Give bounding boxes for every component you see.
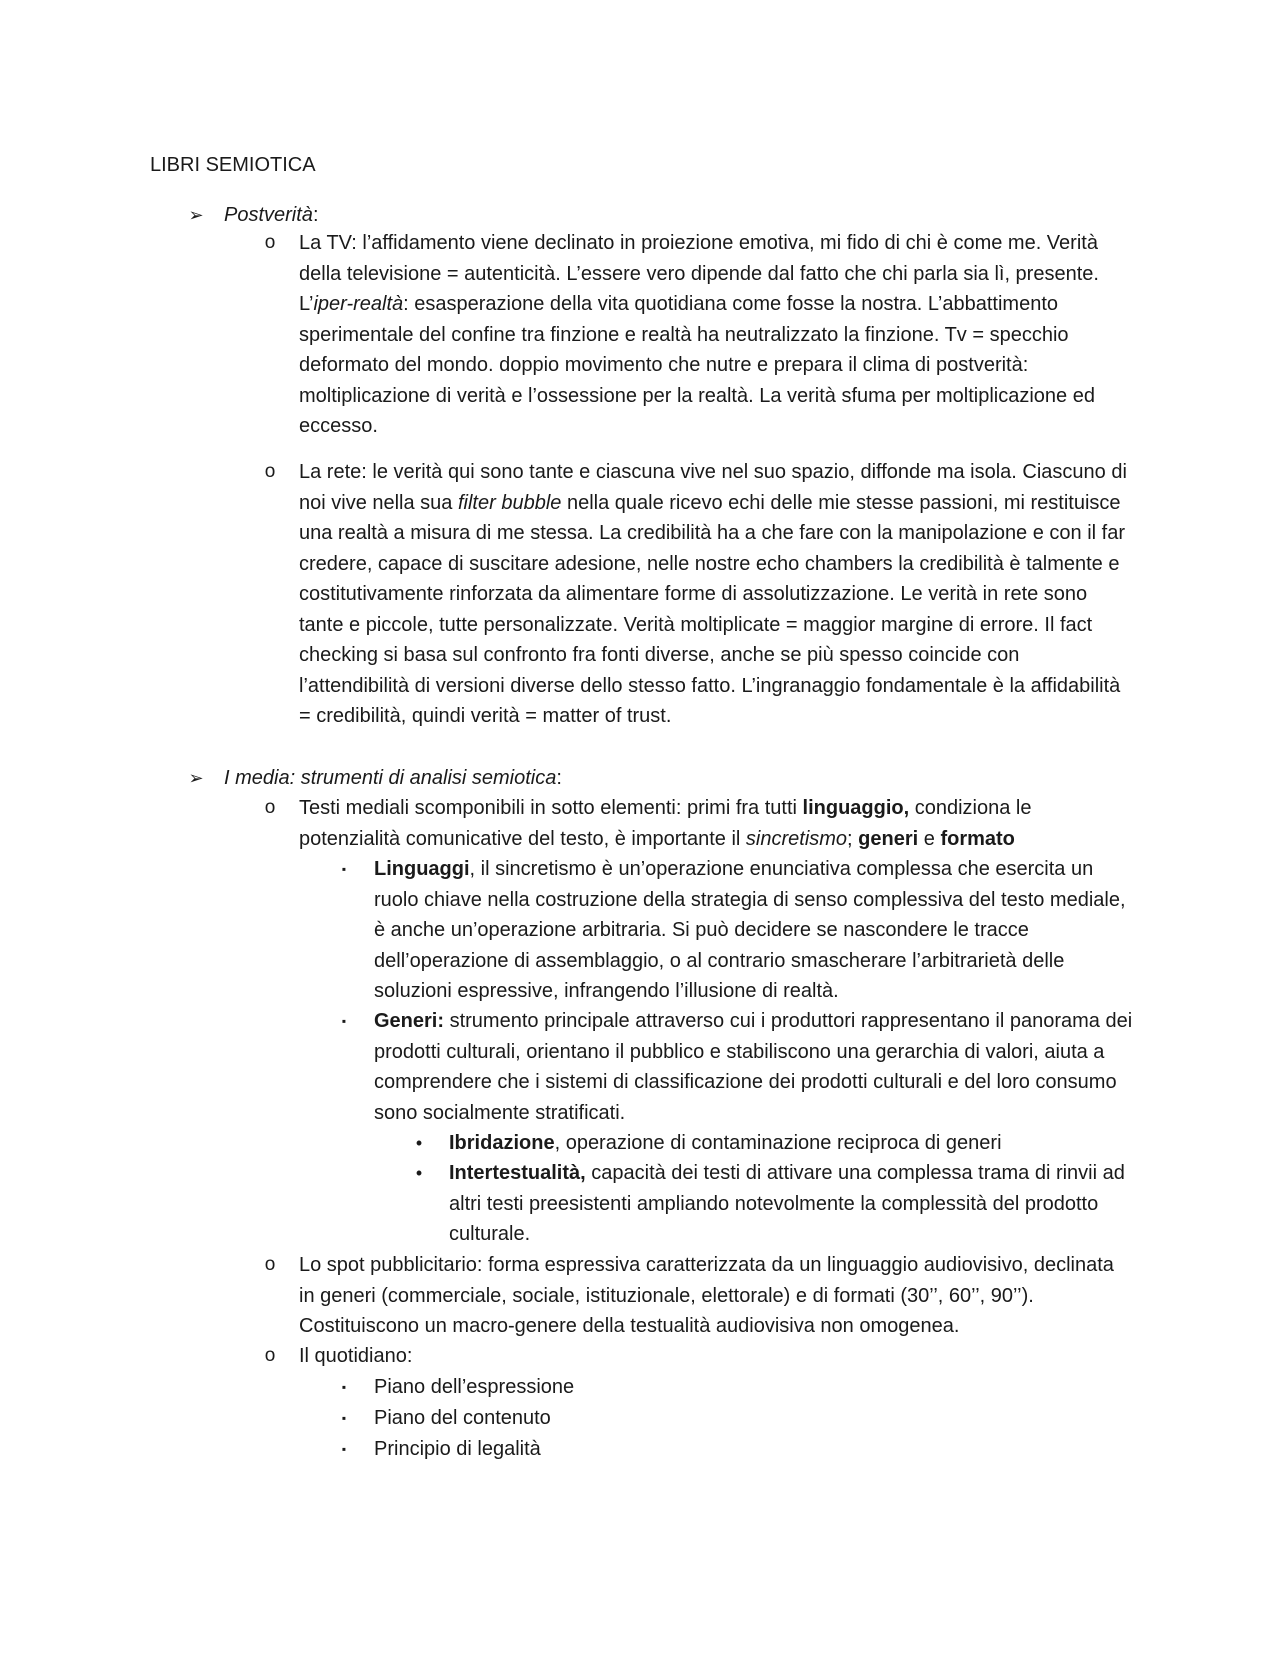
text-run: La rete: le verità qui sono tante e ciascuna vive nel suo spazio, diffonde ma isola. Ciascuno di noi vive nella sua	[299, 461, 1127, 514]
text-run: strumento principale attraverso cui i produttori rappresentano il panorama dei prodotti culturali, orientano il pubblico e stabiliscono una gerarchia di valori, aiuta a comprendere che i sistemi di classificazione dei prodotti culturali e del loro consumo sono socialmente stratificati.	[374, 1010, 1133, 1124]
paragraph-intertestualita	[449, 1158, 1139, 1250]
arrow-bullet-icon: ➢	[188, 768, 204, 788]
paragraph-ibridazione	[449, 1128, 1139, 1159]
heading-colon: :	[556, 767, 562, 789]
paragraph-rete	[299, 457, 1129, 732]
section-heading-media	[224, 763, 1144, 794]
square-bullet-icon: ▪	[341, 1380, 347, 1394]
bold-text: Intertestualità,	[449, 1162, 586, 1184]
square-bullet-icon: ▪	[341, 1442, 347, 1456]
circle-bullet-icon: o	[264, 1254, 276, 1275]
circle-bullet-icon: o	[264, 461, 276, 482]
text-run: e	[918, 827, 941, 850]
emphasis-text: sincretismo	[745, 827, 848, 850]
text-run: , operazione di contaminazione reciproca di generi	[554, 1132, 1002, 1154]
text-run: nella quale ricevo echi delle mie stesse passioni, mi restituisce una realtà a misura di me stessa. La credibilità ha a che fare con la manipolazione e con il far credere, capace di suscitare adesione, nelle nostre echo chambers la credibilità è talmente e costitutivamente rinforzata da alimentare forme di assolutizzazione. Le verità in rete sono tante e piccole, tutte personalizzate. Verità moltiplicate = maggior margine di errore. Il fact checking si basa sul confronto fra fonti diverse, anche se più spesso coincide con l’attendibilità di versioni diverse dello stesso fatto. L’ingranaggio fondamentale è la affidabilità = credibilità, quindi verità = matter of trust.	[299, 491, 1126, 727]
list-item-legalita: Principio di legalità	[374, 1438, 541, 1460]
circle-bullet-icon: o	[264, 797, 276, 818]
paragraph-testi-mediali	[299, 793, 1129, 854]
square-bullet-icon: ▪	[341, 1014, 347, 1028]
square-bullet-icon: ▪	[341, 862, 347, 876]
list-item-espressione: Piano dell’espressione	[374, 1376, 575, 1398]
dot-bullet-icon: •	[415, 1133, 423, 1153]
document-title: LIBRI SEMIOTICA	[150, 154, 316, 176]
paragraph-quotidiano: Il quotidiano:	[299, 1345, 413, 1367]
bold-text: generi	[858, 827, 919, 850]
text-run: ;	[847, 827, 859, 850]
circle-bullet-icon: o	[264, 232, 276, 253]
heading-text: Postverità	[224, 204, 313, 226]
dot-bullet-icon: •	[415, 1163, 423, 1183]
text-run: La TV: l’affidamento viene declinato in proiezione emotiva, mi fido di chi è come me. Verità della televisione = autenticità. L’essere vero dipende dal fatto che chi parla sia lì, presente. L’	[299, 232, 1099, 315]
paragraph-tv	[299, 228, 1129, 442]
bold-text: Linguaggi	[374, 858, 470, 880]
heading-colon: :	[312, 204, 319, 226]
bold-text: Generi:	[374, 1010, 445, 1032]
section-heading-postverita	[224, 200, 1144, 231]
bold-text: linguaggio,	[802, 797, 910, 819]
bold-text: formato	[940, 827, 1015, 850]
square-bullet-icon: ▪	[341, 1411, 347, 1425]
paragraph-spot: Lo spot pubblicitario: forma espressiva caratterizzata da un linguaggio audiovisivo, declinata in generi (commerciale, sociale, istituzionale, elettorale) e di formati (30’’, 60’’, 90’’). Costituiscono un macro-genere della testualità audiovisiva non omogenea.	[299, 1254, 1114, 1337]
arrow-bullet-icon: ➢	[188, 205, 204, 225]
heading-text: I media: strumenti di analisi semiotica	[224, 767, 557, 789]
text-run: capacità dei testi di attivare una complessa trama di rinvii ad altri testi preesistenti ampliando notevolmente la complessità del prodotto culturale.	[449, 1162, 1125, 1245]
paragraph-linguaggi	[374, 854, 1134, 1007]
text-run: condiziona le potenzialità comunicative del testo, è importante il	[299, 797, 1032, 850]
text-run: : esasperazione della vita quotidiana come fosse la nostra. L’abbattimento sperimentale del confine tra finzione e realtà ha neutralizzato la finzione. Tv = specchio deformato del mondo. doppio movimento che nutre e prepara il clima di postverità: moltiplicazione di verità e l’ossessione per la realtà. La verità sfuma per moltiplicazione ed eccesso.	[299, 293, 1095, 437]
text-run: Testi mediali scomponibili in sotto elementi: primi fra tutti	[299, 797, 803, 819]
bold-text: Ibridazione	[449, 1132, 555, 1154]
circle-bullet-icon: o	[264, 1345, 276, 1366]
list-item-contenuto: Piano del contenuto	[374, 1407, 551, 1429]
text-run: , il sincretismo è un’operazione enunciativa complessa che esercita un ruolo chiave nella costruzione della strategia di senso complessiva del testo mediale, è anche un’operazione arbitraria. Si può decidere se nascondere le tracce dell’operazione di assemblaggio, o al contrario smascherare l’arbitrarietà delle soluzioni espressive, infrangendo l’illusione di realtà.	[374, 858, 1126, 1002]
emphasis-text: iper-realtà	[313, 293, 404, 315]
emphasis-text: filter bubble	[457, 491, 562, 514]
paragraph-generi	[374, 1006, 1134, 1128]
